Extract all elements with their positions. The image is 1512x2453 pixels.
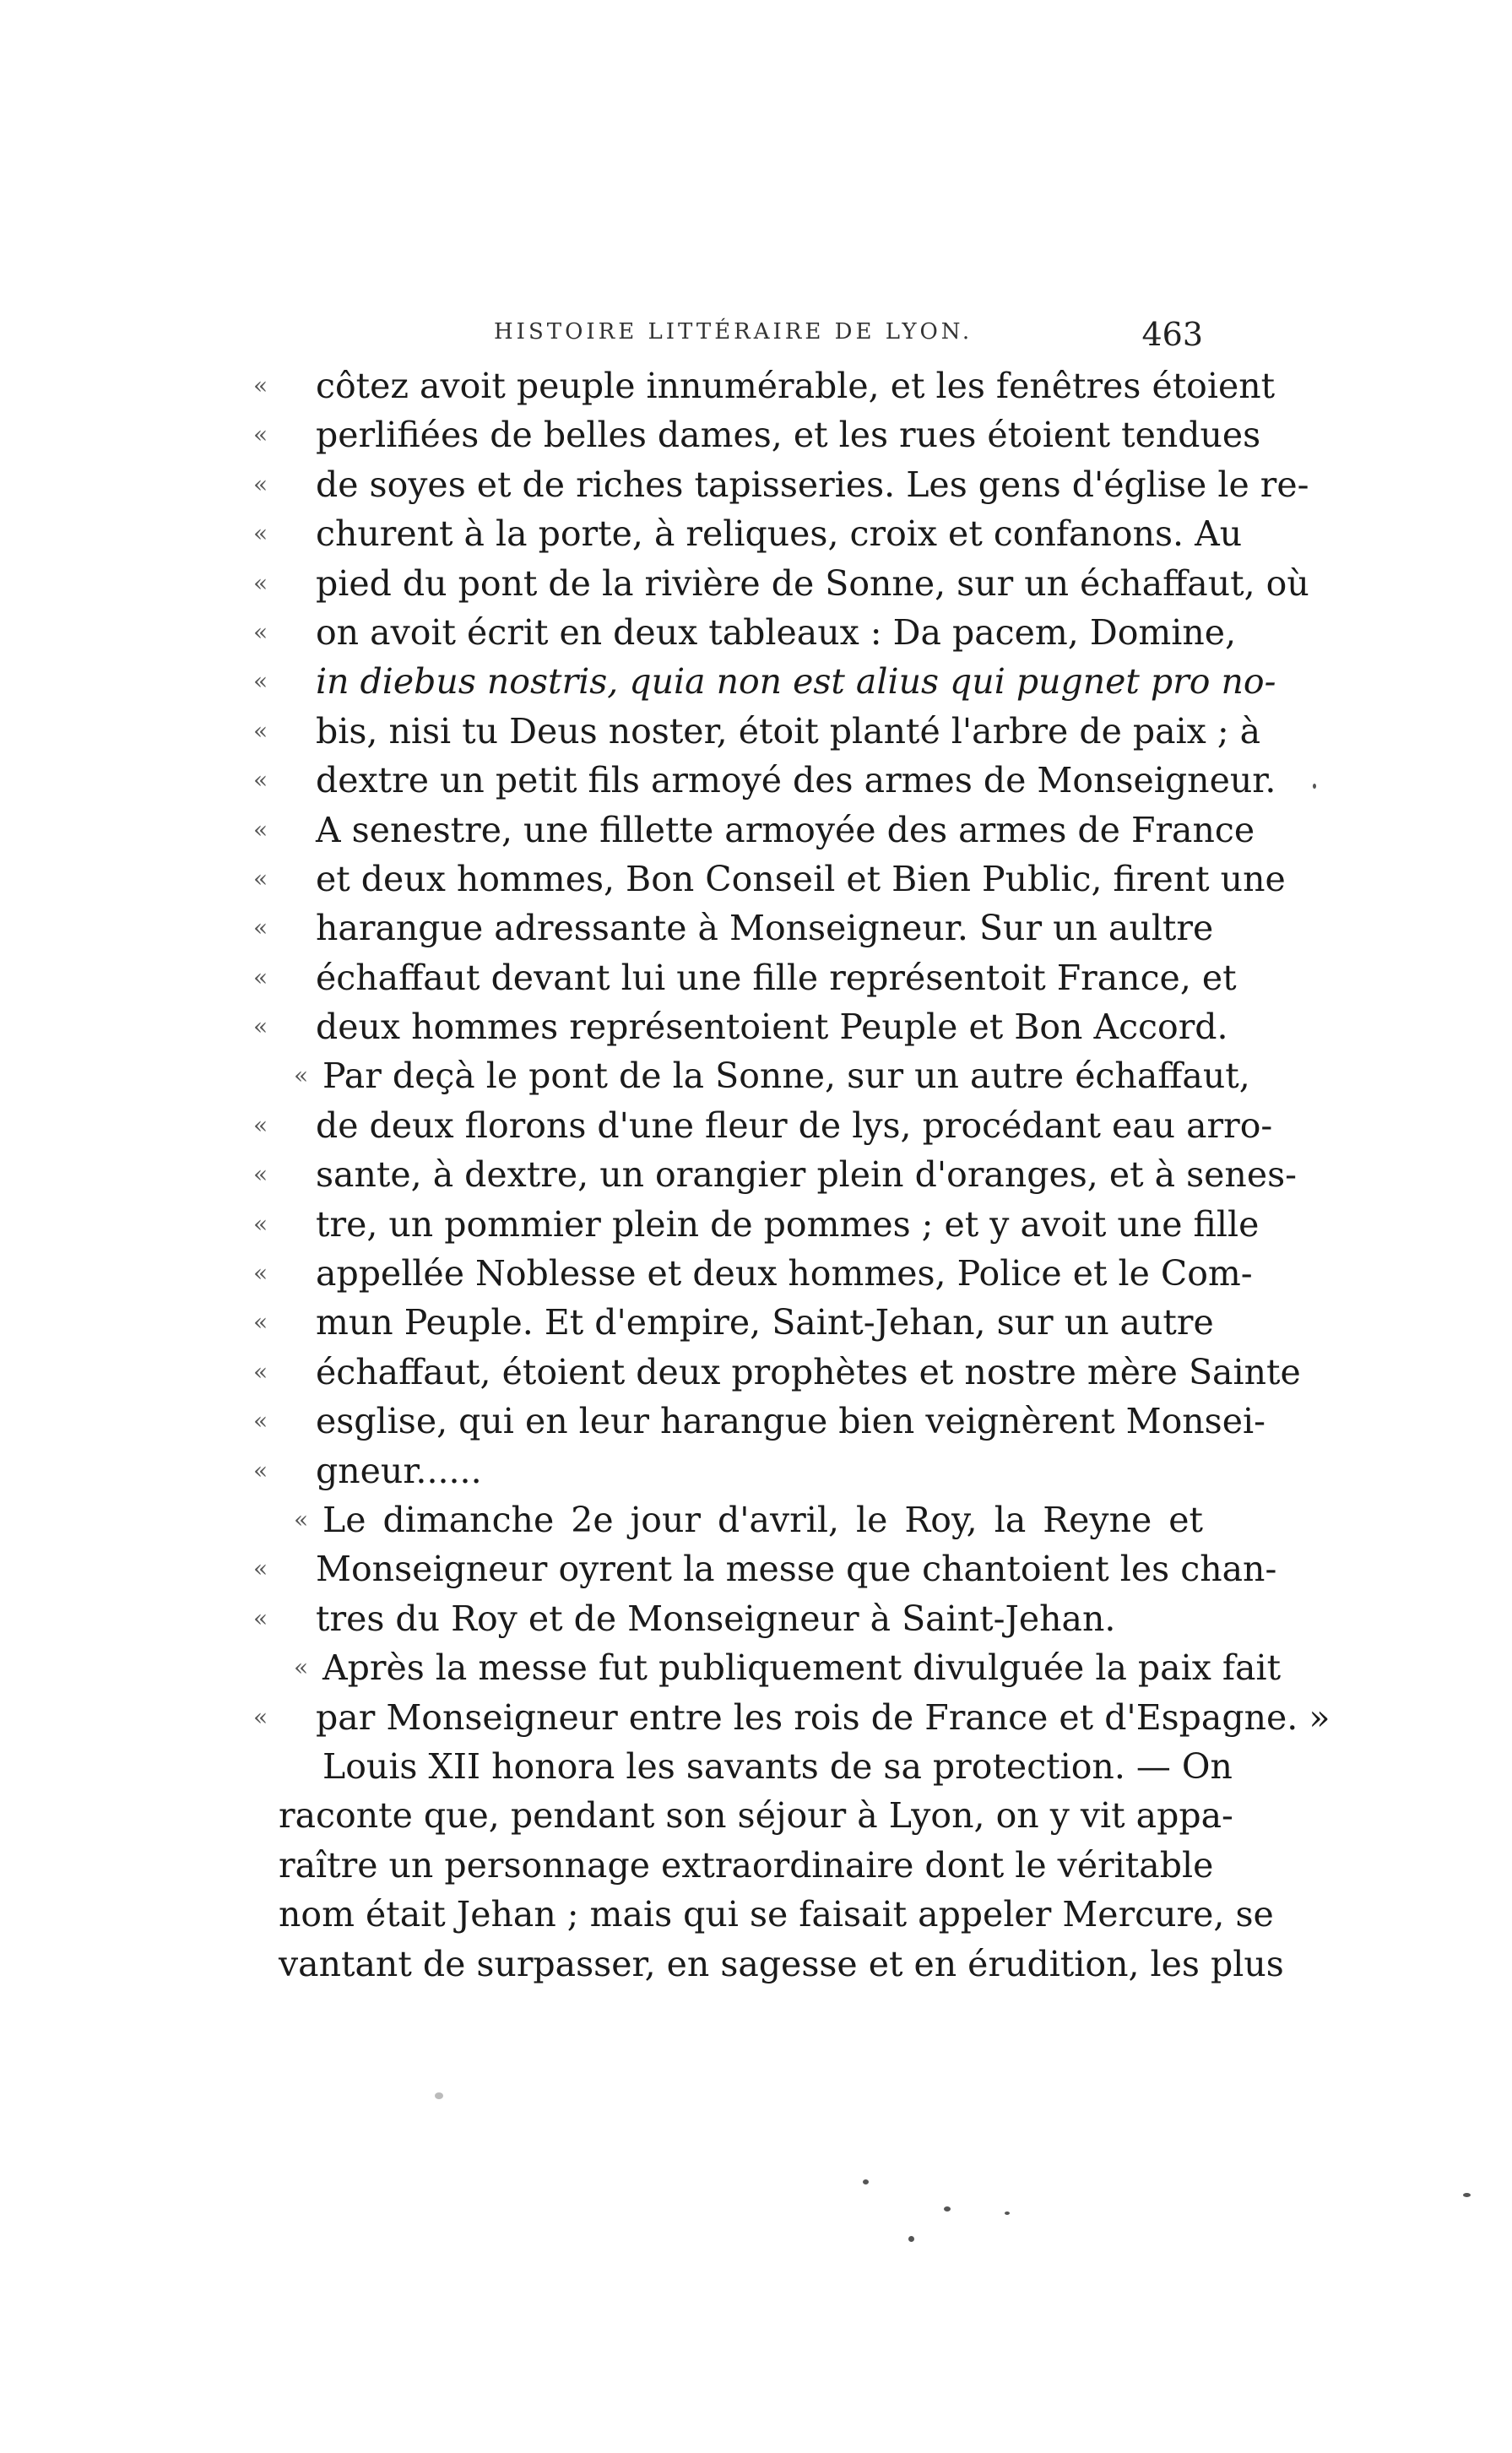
quoted-passage xyxy=(253,361,1330,1742)
quote-mark: « xyxy=(253,617,268,646)
text-line: « de soyes et de riches tapisseries. Les gens d'église le re- xyxy=(279,460,1203,509)
quote-mark: « xyxy=(253,1209,268,1238)
scan-speck xyxy=(908,2236,914,2242)
quote-mark: « xyxy=(253,1308,268,1337)
text-line: « échaffaut, étoient deux prophètes et nostre mère Sainte xyxy=(279,1348,1203,1397)
text-line: « de deux florons d'une fleur de lys, procédant eau arro- xyxy=(279,1101,1203,1150)
text-line: « mun Peuple. Et d'empire, Saint-Jehan, sur un autre xyxy=(279,1298,1203,1347)
text-line: « pied du pont de la rivière de Sonne, sur un échaffaut, où xyxy=(279,559,1203,608)
text-line: « harangue adressante à Monseigneur. Sur un aultre xyxy=(279,904,1203,952)
text-line: « Le dimanche 2e jour d'avril, le Roy, la Reyne et xyxy=(279,1495,1203,1544)
text-line: « deux hommes représentoient Peuple et Bon Accord. xyxy=(279,1002,1203,1051)
quote-mark: « xyxy=(253,1555,268,1583)
quote-mark: « xyxy=(294,1505,309,1533)
quote-mark: « xyxy=(253,1110,268,1139)
quote-mark: « xyxy=(253,372,268,399)
text-line: « appellée Noblesse et deux hommes, Police et le Com- xyxy=(279,1249,1203,1298)
text-line: nom était Jehan ; mais qui se faisait appeler Mercure, se xyxy=(279,1894,1274,1935)
quote-mark: « xyxy=(253,864,268,893)
text-line: « gneur...... xyxy=(279,1446,1203,1495)
page-header xyxy=(279,316,1203,361)
quote-mark: « xyxy=(253,1357,268,1386)
scan-speck xyxy=(863,2179,869,2184)
quote-mark: « xyxy=(253,815,268,844)
narrative-paragraph xyxy=(279,1742,1284,1989)
text-line: Louis XII honora les savants de sa protection. — On xyxy=(322,1745,1233,1787)
text-line: raconte que, pendant son séjour à Lyon, on y vit appa- xyxy=(279,1795,1233,1837)
text-line: « Monseigneur oyrent la messe que chantoient les chan- xyxy=(279,1544,1203,1593)
text-line: « perlifiées de belles dames, et les rues étoient tendues xyxy=(279,410,1203,459)
scan-speck xyxy=(1005,2211,1010,2215)
text-line: « esglise, qui en leur harangue bien veignèrent Monsei- xyxy=(279,1397,1203,1446)
text-line: vantant de surpasser, en sagesse et en érudition, les plus xyxy=(279,1943,1284,1984)
quote-mark: « xyxy=(294,1061,309,1090)
text-line: « in diebus nostris, quia non est alius qui pugnet pro no- xyxy=(279,657,1203,706)
quote-mark: « xyxy=(253,1702,268,1731)
text-line: « tres du Roy et de Monseigneur à Saint-Jehan. xyxy=(279,1594,1203,1643)
text-line: « Par deçà le pont de la Sonne, sur un autre échaffaut, xyxy=(279,1051,1203,1100)
scan-speck xyxy=(435,2092,443,2099)
text-line: « par Monseigneur entre les rois de France et d'Espagne. » xyxy=(279,1693,1203,1742)
text-line: « et deux hommes, Bon Conseil et Bien Public, firent une xyxy=(279,855,1203,904)
text-line: « échaffaut devant lui une fille représentoit France, et xyxy=(279,953,1203,1002)
running-title: HISTOIRE LITTÉRAIRE DE LYON. xyxy=(494,319,973,345)
text-line: « Après la messe fut publiquement divulguée la paix fait xyxy=(279,1643,1203,1692)
scan-speck xyxy=(1313,784,1316,789)
text-line: raître un personnage extraordinaire dont le véritable xyxy=(279,1844,1214,1886)
text-line: « côtez avoit peuple innumérable, et les fenêtres étoient xyxy=(279,361,1203,410)
quote-mark: « xyxy=(253,716,268,745)
quote-mark: « xyxy=(253,914,268,942)
page-body xyxy=(253,361,1330,1989)
scan-speck xyxy=(944,2206,951,2211)
text-line: « A senestre, une fillette armoyée des armes de France xyxy=(279,806,1203,855)
quote-mark: « xyxy=(253,1604,268,1632)
quote-mark: « xyxy=(294,1653,309,1682)
quote-mark: « xyxy=(253,568,268,597)
quote-mark: « xyxy=(253,1012,268,1041)
quote-mark: « xyxy=(253,421,268,449)
text-line: « churent à la porte, à reliques, croix et confanons. Au xyxy=(279,509,1203,558)
quote-mark: « xyxy=(253,519,268,548)
quote-mark: « xyxy=(253,963,268,991)
scan-speck xyxy=(1463,2193,1471,2197)
quote-mark: « xyxy=(253,766,268,795)
quote-mark: « xyxy=(253,1407,268,1435)
page-number: 463 xyxy=(1141,316,1203,353)
quote-mark: « xyxy=(253,469,268,498)
quote-mark: « xyxy=(253,1259,268,1288)
quote-mark: « xyxy=(253,667,268,696)
quote-mark: « xyxy=(253,1160,268,1189)
text-line: « on avoit écrit en deux tableaux : Da pacem, Domine, xyxy=(279,608,1203,657)
text-line: « tre, un pommier plein de pommes ; et y avoit une fille xyxy=(279,1200,1203,1249)
text-line: « bis, nisi tu Deus noster, étoit planté l'arbre de paix ; à xyxy=(279,707,1203,756)
text-line: « dextre un petit fils armoyé des armes de Monseigneur. xyxy=(279,756,1203,805)
quote-mark: « xyxy=(253,1456,268,1484)
text-line: « sante, à dextre, un orangier plein d'oranges, et à senes- xyxy=(279,1150,1203,1199)
